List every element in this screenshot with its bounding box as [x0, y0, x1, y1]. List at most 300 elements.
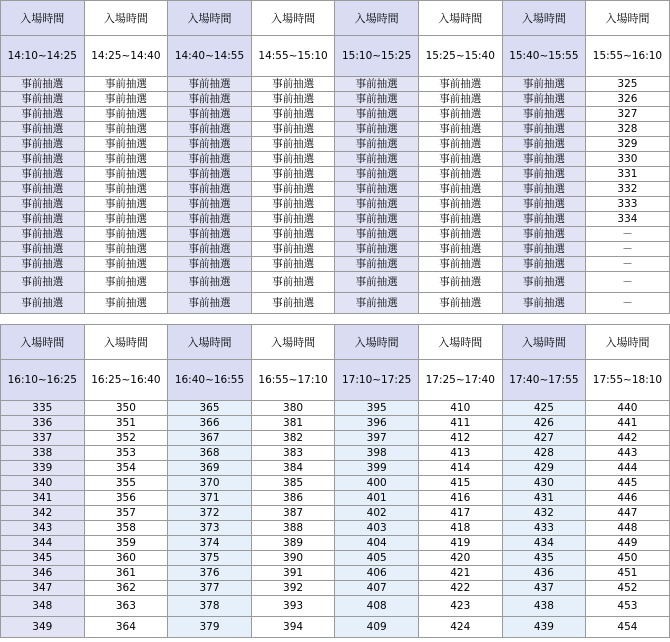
table-cell: 372 [168, 506, 252, 521]
table-cell: 事前抽選 [168, 242, 252, 257]
table-cell: 353 [84, 446, 168, 461]
table-cell: 423 [418, 596, 502, 617]
table-cell: 347 [1, 581, 85, 596]
column-header-label: 入場時間 [1, 325, 85, 360]
table-cell: 事前抽選 [418, 167, 502, 182]
column-header-label: 入場時間 [335, 325, 419, 360]
table-cell: 事前抽選 [418, 92, 502, 107]
table-cell: 420 [418, 551, 502, 566]
table-cell: 405 [335, 551, 419, 566]
table-cell: 事前抽選 [251, 152, 335, 167]
table-cell: 434 [502, 536, 586, 551]
table-cell: 384 [251, 461, 335, 476]
table-row [1, 137, 670, 152]
entry-time-table-2 [0, 324, 670, 638]
table-cell: 453 [586, 596, 670, 617]
table-cell: 425 [502, 401, 586, 416]
table-cell: 事前抽選 [84, 197, 168, 212]
table-cell: 444 [586, 461, 670, 476]
table-cell: 350 [84, 401, 168, 416]
table-cell: 436 [502, 566, 586, 581]
table-cell: 410 [418, 401, 502, 416]
table-cell: 事前抽選 [1, 122, 85, 137]
table-cell: 343 [1, 521, 85, 536]
table-cell: 387 [251, 506, 335, 521]
table-cell: 事前抽選 [1, 227, 85, 242]
table-cell: 事前抽選 [251, 182, 335, 197]
table-cell: 事前抽選 [251, 92, 335, 107]
table-cell: 338 [1, 446, 85, 461]
table-cell: 事前抽選 [335, 242, 419, 257]
table-cell: 事前抽選 [168, 137, 252, 152]
table-cell: 377 [168, 581, 252, 596]
table-cell: 事前抽選 [335, 227, 419, 242]
table-cell: 385 [251, 476, 335, 491]
table-cell: 事前抽選 [251, 77, 335, 92]
table-cell: 332 [586, 182, 670, 197]
column-header-label: 入場時間 [251, 1, 335, 36]
time-slot-cell: 17:40~17:55 [502, 360, 586, 401]
table-cell: 事前抽選 [1, 152, 85, 167]
time-slot-cell: 16:40~16:55 [168, 360, 252, 401]
table-cell: 事前抽選 [335, 167, 419, 182]
table-cell: 事前抽選 [502, 293, 586, 314]
table-cell: － [586, 293, 670, 314]
table-cell: 事前抽選 [502, 272, 586, 293]
table-cell: 事前抽選 [502, 107, 586, 122]
table-cell: 430 [502, 476, 586, 491]
table-cell: 事前抽選 [418, 182, 502, 197]
table-cell: 事前抽選 [84, 167, 168, 182]
table-cell: 404 [335, 536, 419, 551]
table-cell: 328 [586, 122, 670, 137]
table-cell: 事前抽選 [418, 197, 502, 212]
table-row [1, 566, 670, 581]
table-row [1, 293, 670, 314]
column-header-label: 入場時間 [418, 325, 502, 360]
table-cell: 事前抽選 [84, 92, 168, 107]
table-cell: 415 [418, 476, 502, 491]
column-header-label: 入場時間 [586, 1, 670, 36]
table-row [1, 77, 670, 92]
table-cell: 355 [84, 476, 168, 491]
table-row [1, 536, 670, 551]
table-cell: 440 [586, 401, 670, 416]
table-row [1, 122, 670, 137]
table-cell: 327 [586, 107, 670, 122]
table-cell: 事前抽選 [84, 122, 168, 137]
table-cell: 事前抽選 [84, 152, 168, 167]
table-cell: 事前抽選 [418, 242, 502, 257]
table-cell: 事前抽選 [1, 77, 85, 92]
table-cell: 382 [251, 431, 335, 446]
table-cell: 事前抽選 [251, 107, 335, 122]
table-cell: 事前抽選 [502, 227, 586, 242]
table-cell: 事前抽選 [84, 212, 168, 227]
table-cell: 333 [586, 197, 670, 212]
table-cell: 事前抽選 [251, 167, 335, 182]
table-row [1, 197, 670, 212]
table-cell: 事前抽選 [502, 77, 586, 92]
table-cell: 事前抽選 [335, 122, 419, 137]
table-cell: 事前抽選 [168, 293, 252, 314]
table-cell: 346 [1, 566, 85, 581]
table-cell: 356 [84, 491, 168, 506]
table-cell: 事前抽選 [251, 122, 335, 137]
table-cell: 376 [168, 566, 252, 581]
table-cell: 373 [168, 521, 252, 536]
table-cell: 事前抽選 [502, 182, 586, 197]
table-cell: 383 [251, 446, 335, 461]
table-cell: 事前抽選 [335, 272, 419, 293]
table-cell: 330 [586, 152, 670, 167]
table-cell: 408 [335, 596, 419, 617]
table-row [1, 596, 670, 617]
table-cell: 事前抽選 [84, 257, 168, 272]
table-cell: 403 [335, 521, 419, 536]
table-cell: 事前抽選 [418, 227, 502, 242]
table-cell: 事前抽選 [168, 272, 252, 293]
table-row [1, 167, 670, 182]
time-slot-cell: 17:55~18:10 [586, 360, 670, 401]
table-cell: 336 [1, 416, 85, 431]
table-row [1, 242, 670, 257]
time-slot-cell: 16:25~16:40 [84, 360, 168, 401]
table-cell: 事前抽選 [168, 77, 252, 92]
table-row [1, 551, 670, 566]
table-cell: 427 [502, 431, 586, 446]
table-cell: 374 [168, 536, 252, 551]
table-cell: 433 [502, 521, 586, 536]
column-header-label: 入場時間 [502, 1, 586, 36]
entry-time-table-1 [0, 0, 670, 314]
header-row [1, 1, 670, 36]
table-cell: 事前抽選 [1, 212, 85, 227]
table-cell: 事前抽選 [335, 293, 419, 314]
table-row [1, 257, 670, 272]
table-cell: 397 [335, 431, 419, 446]
table-cell: 事前抽選 [251, 137, 335, 152]
table-cell: 422 [418, 581, 502, 596]
table-cell: 364 [84, 617, 168, 638]
table-cell: 事前抽選 [168, 227, 252, 242]
table-cell: 事前抽選 [418, 212, 502, 227]
table-row [1, 416, 670, 431]
table-cell: 375 [168, 551, 252, 566]
table-cell: 事前抽選 [168, 182, 252, 197]
table-cell: 365 [168, 401, 252, 416]
table-cell: 事前抽選 [418, 257, 502, 272]
column-header-label: 入場時間 [251, 325, 335, 360]
table-cell: 事前抽選 [418, 137, 502, 152]
table-cell: 416 [418, 491, 502, 506]
table-cell: 352 [84, 431, 168, 446]
table-cell: 381 [251, 416, 335, 431]
table-cell: 406 [335, 566, 419, 581]
table-cell: 451 [586, 566, 670, 581]
table-cell: 事前抽選 [1, 92, 85, 107]
table-cell: 事前抽選 [502, 242, 586, 257]
table-cell: 事前抽選 [84, 293, 168, 314]
table-cell: 事前抽選 [335, 107, 419, 122]
column-header-label: 入場時間 [586, 325, 670, 360]
time-slot-cell: 15:40~15:55 [502, 36, 586, 77]
column-header-label: 入場時間 [84, 1, 168, 36]
table-cell: 367 [168, 431, 252, 446]
table-cell: 事前抽選 [502, 92, 586, 107]
table-cell: 370 [168, 476, 252, 491]
table-cell: 446 [586, 491, 670, 506]
table-cell: － [586, 227, 670, 242]
table-cell: 事前抽選 [418, 122, 502, 137]
time-slot-row [1, 36, 670, 77]
table-cell: 363 [84, 596, 168, 617]
table-cell: 事前抽選 [502, 152, 586, 167]
table-cell: 事前抽選 [84, 107, 168, 122]
time-slot-cell: 15:25~15:40 [418, 36, 502, 77]
table-row [1, 431, 670, 446]
table-cell: 事前抽選 [418, 152, 502, 167]
table-cell: 事前抽選 [335, 212, 419, 227]
table-cell: 326 [586, 92, 670, 107]
table-cell: 437 [502, 581, 586, 596]
column-header-label: 入場時間 [168, 325, 252, 360]
table-cell: 事前抽選 [1, 257, 85, 272]
table-cell: 449 [586, 536, 670, 551]
table-row [1, 617, 670, 638]
table-cell: 421 [418, 566, 502, 581]
time-slot-cell: 15:55~16:10 [586, 36, 670, 77]
table-cell: 事前抽選 [1, 167, 85, 182]
table-cell: 407 [335, 581, 419, 596]
table-cell: 379 [168, 617, 252, 638]
table-cell: － [586, 242, 670, 257]
table-row [1, 212, 670, 227]
table-cell: 事前抽選 [84, 182, 168, 197]
table-row [1, 107, 670, 122]
table-cell: 388 [251, 521, 335, 536]
table-cell: 事前抽選 [251, 227, 335, 242]
table-cell: 448 [586, 521, 670, 536]
time-slot-cell: 14:10~14:25 [1, 36, 85, 77]
time-slot-cell: 16:55~17:10 [251, 360, 335, 401]
table-cell: 366 [168, 416, 252, 431]
table-cell: 401 [335, 491, 419, 506]
table-row [1, 461, 670, 476]
table-cell: 事前抽選 [502, 197, 586, 212]
table-cell: 454 [586, 617, 670, 638]
table-cell: 事前抽選 [168, 197, 252, 212]
table-cell: 事前抽選 [251, 272, 335, 293]
table-cell: 337 [1, 431, 85, 446]
table-cell: 435 [502, 551, 586, 566]
table-cell: 395 [335, 401, 419, 416]
table-cell: 419 [418, 536, 502, 551]
table-cell: － [586, 272, 670, 293]
table-row [1, 521, 670, 536]
table-cell: 事前抽選 [84, 272, 168, 293]
table-row [1, 227, 670, 242]
time-slot-cell: 17:10~17:25 [335, 360, 419, 401]
table-cell: 335 [1, 401, 85, 416]
column-header-label: 入場時間 [84, 325, 168, 360]
table-cell: 339 [1, 461, 85, 476]
table-cell: 442 [586, 431, 670, 446]
table-cell: 357 [84, 506, 168, 521]
table-cell: 348 [1, 596, 85, 617]
column-header-label: 入場時間 [1, 1, 85, 36]
table-cell: 392 [251, 581, 335, 596]
table-cell: 389 [251, 536, 335, 551]
table-cell: 事前抽選 [502, 257, 586, 272]
column-header-label: 入場時間 [168, 1, 252, 36]
table-cell: 345 [1, 551, 85, 566]
table-cell: 334 [586, 212, 670, 227]
table-cell: 349 [1, 617, 85, 638]
table-cell: 445 [586, 476, 670, 491]
table-cell: 事前抽選 [502, 167, 586, 182]
column-header-label: 入場時間 [335, 1, 419, 36]
table-row [1, 506, 670, 521]
table-cell: 事前抽選 [251, 197, 335, 212]
table-cell: 441 [586, 416, 670, 431]
table-cell: 事前抽選 [418, 77, 502, 92]
table-cell: 事前抽選 [1, 197, 85, 212]
table-cell: 431 [502, 491, 586, 506]
table-cell: 360 [84, 551, 168, 566]
table-cell: 事前抽選 [335, 137, 419, 152]
table-cell: 340 [1, 476, 85, 491]
table-cell: 412 [418, 431, 502, 446]
table-cell: 432 [502, 506, 586, 521]
table-cell: 447 [586, 506, 670, 521]
column-header-label: 入場時間 [418, 1, 502, 36]
table-row [1, 491, 670, 506]
table-cell: 362 [84, 581, 168, 596]
table-cell: 325 [586, 77, 670, 92]
table-cell: 331 [586, 167, 670, 182]
table-cell: 439 [502, 617, 586, 638]
table-cell: 329 [586, 137, 670, 152]
table-cell: 事前抽選 [251, 293, 335, 314]
table-cell: 380 [251, 401, 335, 416]
table-cell: 事前抽選 [168, 122, 252, 137]
table-row [1, 446, 670, 461]
table-cell: 386 [251, 491, 335, 506]
table-cell: 418 [418, 521, 502, 536]
table-cell: 398 [335, 446, 419, 461]
column-header-label: 入場時間 [502, 325, 586, 360]
table-cell: 事前抽選 [168, 92, 252, 107]
table-cell: 事前抽選 [168, 257, 252, 272]
table-cell: 400 [335, 476, 419, 491]
table-row [1, 182, 670, 197]
table-row [1, 581, 670, 596]
time-slot-cell: 15:10~15:25 [335, 36, 419, 77]
table-cell: 368 [168, 446, 252, 461]
table-cell: 417 [418, 506, 502, 521]
table-cell: 429 [502, 461, 586, 476]
table-cell: 394 [251, 617, 335, 638]
table-row [1, 476, 670, 491]
table-cell: 事前抽選 [335, 182, 419, 197]
table-cell: 事前抽選 [1, 137, 85, 152]
table-cell: 事前抽選 [168, 107, 252, 122]
time-slot-cell: 16:10~16:25 [1, 360, 85, 401]
table-cell: 342 [1, 506, 85, 521]
table-row [1, 92, 670, 107]
table-cell: 事前抽選 [1, 107, 85, 122]
table-cell: 事前抽選 [418, 293, 502, 314]
table-cell: 393 [251, 596, 335, 617]
table-cell: 事前抽選 [1, 293, 85, 314]
table-cell: 事前抽選 [251, 212, 335, 227]
table-row [1, 401, 670, 416]
time-slot-cell: 14:25~14:40 [84, 36, 168, 77]
table-cell: 452 [586, 581, 670, 596]
table-cell: 424 [418, 617, 502, 638]
table-cell: 413 [418, 446, 502, 461]
table-cell: 354 [84, 461, 168, 476]
table-cell: 事前抽選 [335, 257, 419, 272]
table-cell: － [586, 257, 670, 272]
table-cell: 359 [84, 536, 168, 551]
table-cell: 事前抽選 [84, 137, 168, 152]
table-cell: 事前抽選 [84, 227, 168, 242]
table-cell: 事前抽選 [84, 242, 168, 257]
table-cell: 341 [1, 491, 85, 506]
table-cell: 414 [418, 461, 502, 476]
table-cell: 事前抽選 [251, 242, 335, 257]
table-cell: 351 [84, 416, 168, 431]
table-cell: 事前抽選 [1, 272, 85, 293]
table-cell: 事前抽選 [418, 107, 502, 122]
table-cell: 事前抽選 [418, 272, 502, 293]
time-slot-cell: 14:40~14:55 [168, 36, 252, 77]
table-row [1, 152, 670, 167]
table-cell: 396 [335, 416, 419, 431]
table-cell: 事前抽選 [502, 122, 586, 137]
table-cell: 390 [251, 551, 335, 566]
table-cell: 443 [586, 446, 670, 461]
time-slot-cell: 17:25~17:40 [418, 360, 502, 401]
table-cell: 391 [251, 566, 335, 581]
table-cell: 事前抽選 [335, 197, 419, 212]
table-cell: 事前抽選 [335, 152, 419, 167]
header-row [1, 325, 670, 360]
time-slot-row [1, 360, 670, 401]
table-cell: 426 [502, 416, 586, 431]
time-slot-cell: 14:55~15:10 [251, 36, 335, 77]
table-cell: 344 [1, 536, 85, 551]
table-cell: 事前抽選 [84, 77, 168, 92]
table-cell: 事前抽選 [1, 182, 85, 197]
table-cell: 事前抽選 [502, 212, 586, 227]
table-cell: 事前抽選 [502, 137, 586, 152]
table-cell: 378 [168, 596, 252, 617]
table-cell: 369 [168, 461, 252, 476]
table-cell: 371 [168, 491, 252, 506]
table-cell: 事前抽選 [251, 257, 335, 272]
table-cell: 411 [418, 416, 502, 431]
table-cell: 438 [502, 596, 586, 617]
table-cell: 事前抽選 [168, 212, 252, 227]
table-cell: 事前抽選 [168, 152, 252, 167]
table-cell: 450 [586, 551, 670, 566]
table-cell: 399 [335, 461, 419, 476]
table-cell: 358 [84, 521, 168, 536]
table-cell: 事前抽選 [168, 167, 252, 182]
